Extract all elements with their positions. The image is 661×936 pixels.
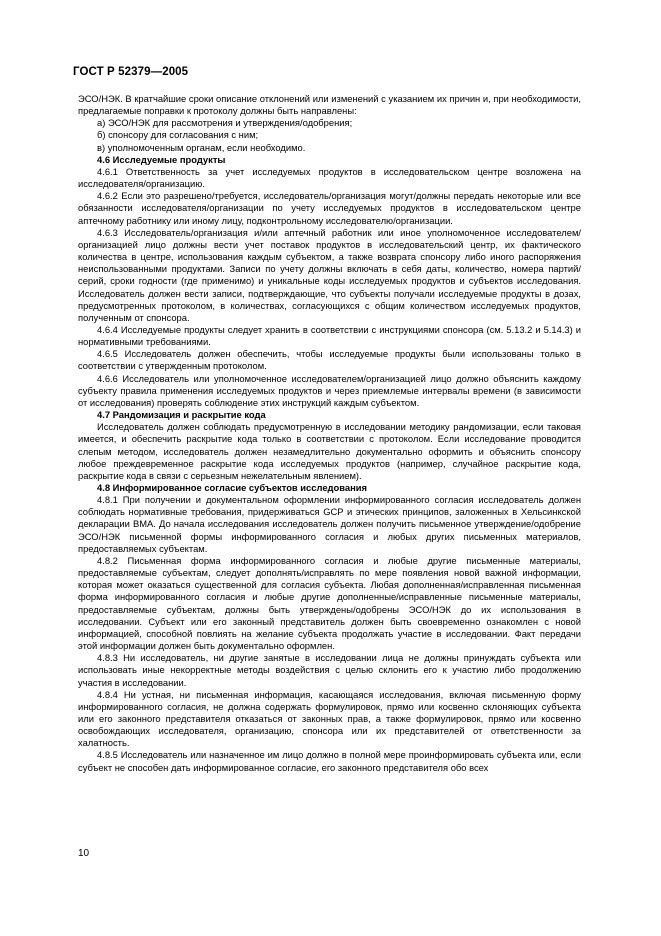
list-item: в) уполномоченным органам, если необходимо. xyxy=(97,141,306,153)
paragraph: 4.6.2 Если это разрешено/требуется, исследователь/организация могут/должны передать некоторые или все обязанности исследователя/организации по учету исследуемых продуктов в исследовательском центре аптечному работнику или иному лицу, подконтрольному исследователю/организации. xyxy=(78,190,581,226)
paragraph: 4.8.4 Ни устная, ни письменная информация, касающаяся исследования, включая письменную форму информированного согласия, не должна содержать формулировок, прямо или косвенно склоняющих субъекта или его законного представителя отказаться от законных прав, а также формулировок, прямо или косвенно освобождающих исследователя, организацию, спонсора или их представителей от ответственности за халатность. xyxy=(78,688,581,749)
paragraph: 4.6.3 Исследователь/организация и/или аптечный работник или иное уполномоченное исследователем/организацией лицо должны вести учет поставок продуктов в исследовательский центр, их фактического количества в центре, использования каждым субъектом, а также возврата спонсору либо иного распоряжения неиспользованными продуктами. Записи по учету должны включать в себя даты, количество, номера партий/серий, сроки годности (где применимо) и уникальные коды исследуемых продуктов и субъектов исследования. Исследователь должен вести записи, подтверждающие, что субъекты получали исследуемые продукты в дозах, предусмотренных протоколом, в количествах, согласующихся с общим количеством исследуемых продуктов, полученным от спонсора. xyxy=(78,226,581,323)
paragraph: 4.8.1 При получении и документальном оформлении информированного согласия исследователь должен соблюдать нормативные требования, придерживаться GCP и этических принципов, заложенных в Хельсинкской декларации ВМА. До начала исследования исследователь должен получить письменное утверждение/одобрение ЭСО/НЭК письменной формы информированного согласия и любых других письменных материалов, предоставляемых субъектам. xyxy=(78,494,581,554)
section-heading: 4.6 Исследуемые продукты xyxy=(97,153,226,165)
paragraph: 4.8.2 Письменная форма информированного согласия и любые другие письменные материалы, предоставляемые субъектам, следует дополнять/исправлять по мере появления новой важной информации, которая может оказаться существенной для согласия субъекта. Любая дополненная/исправленная письменная форма информированного согласия и любые другие дополненные/исправленные письменные материалы, предоставляемые субъектам, должны быть утверждены/одобрены ЭСО/НЭК до их использования в исследовании. Субъект или его законный представитель должен быть своевременно ознакомлен с новой информацией, способной повлиять на желание субъекта продолжать участие в исследовании. Факт передачи этой информации должен быть документально оформлен. xyxy=(78,554,581,652)
list-item: б) спонсору для согласования с ним; xyxy=(97,129,259,141)
paragraph: 4.8.5 Исследователь или назначенное им лицо должно в полной мере проинформировать субъекта или, если субъект не способен дать информированное согласие, его законного представителя обо всех xyxy=(78,749,581,773)
page-number: 10 xyxy=(78,848,90,859)
paragraph: 4.6.5 Исследователь должен обеспечить, чтобы исследуемые продукты были использованы только в соответствии с утвержденным протоколом. xyxy=(78,348,581,372)
section-heading: 4.8 Информированное согласие субъектов исследования xyxy=(97,482,367,493)
paragraph: 4.8.3 Ни исследователь, ни другие занятые в исследовании лица не должны принуждать субъекта или использовать иные некорректные методы воздействия с целью склонить его к участию либо продолжению участия в исследовании. xyxy=(78,652,581,688)
paragraph: Исследователь должен соблюдать предусмотренную в исследовании методику рандомизации, если таковая имеется, и обеспечить раскрытие кода только в соответствии с протоколом. Если исследование проводится слепым методом, исследователь должен незамедлительно документально оформить и объяснить спонсору любое преждевременное раскрытие кода исследуемых продуктов (например, случайное раскрытие кода, раскрытие кода в связи с серьезным нежелательным явлением). xyxy=(78,421,581,481)
paragraph: 4.6.6 Исследователь или уполномоченное исследователем/организацией лицо должно объяснить каждому субъекту правила применения исследуемых продуктов и через приемлемые интервалы времени (в зависимости от исследования) проверять соблюдение этих инструкций каждым субъектом. xyxy=(78,372,581,408)
paragraph: 4.6.1 Ответственность за учет исследуемых продуктов в исследовательском центре возложена на исследователя/организацию. xyxy=(78,165,581,190)
paragraph: ЭСО/НЭК. В кратчайшие сроки описание отклонений или изменений с указанием их причин и, при необходимости, предлагаемые поправки к протоколу должны быть направлены: xyxy=(78,93,581,117)
document-header: ГОСТ Р 52379—2005 xyxy=(73,66,189,78)
section-heading: 4.7 Рандомизация и раскрытие кода xyxy=(97,409,266,421)
document-body xyxy=(78,93,581,774)
paragraph: 4.6.4 Исследуемые продукты следует хранить в соответствии с инструкциями спонсора (см. 5.13.2 и 5.14.3) и нормативными требованиями. xyxy=(78,323,581,348)
list-item: а) ЭСО/НЭК для рассмотрения и утверждения/одобрения; xyxy=(97,117,353,129)
